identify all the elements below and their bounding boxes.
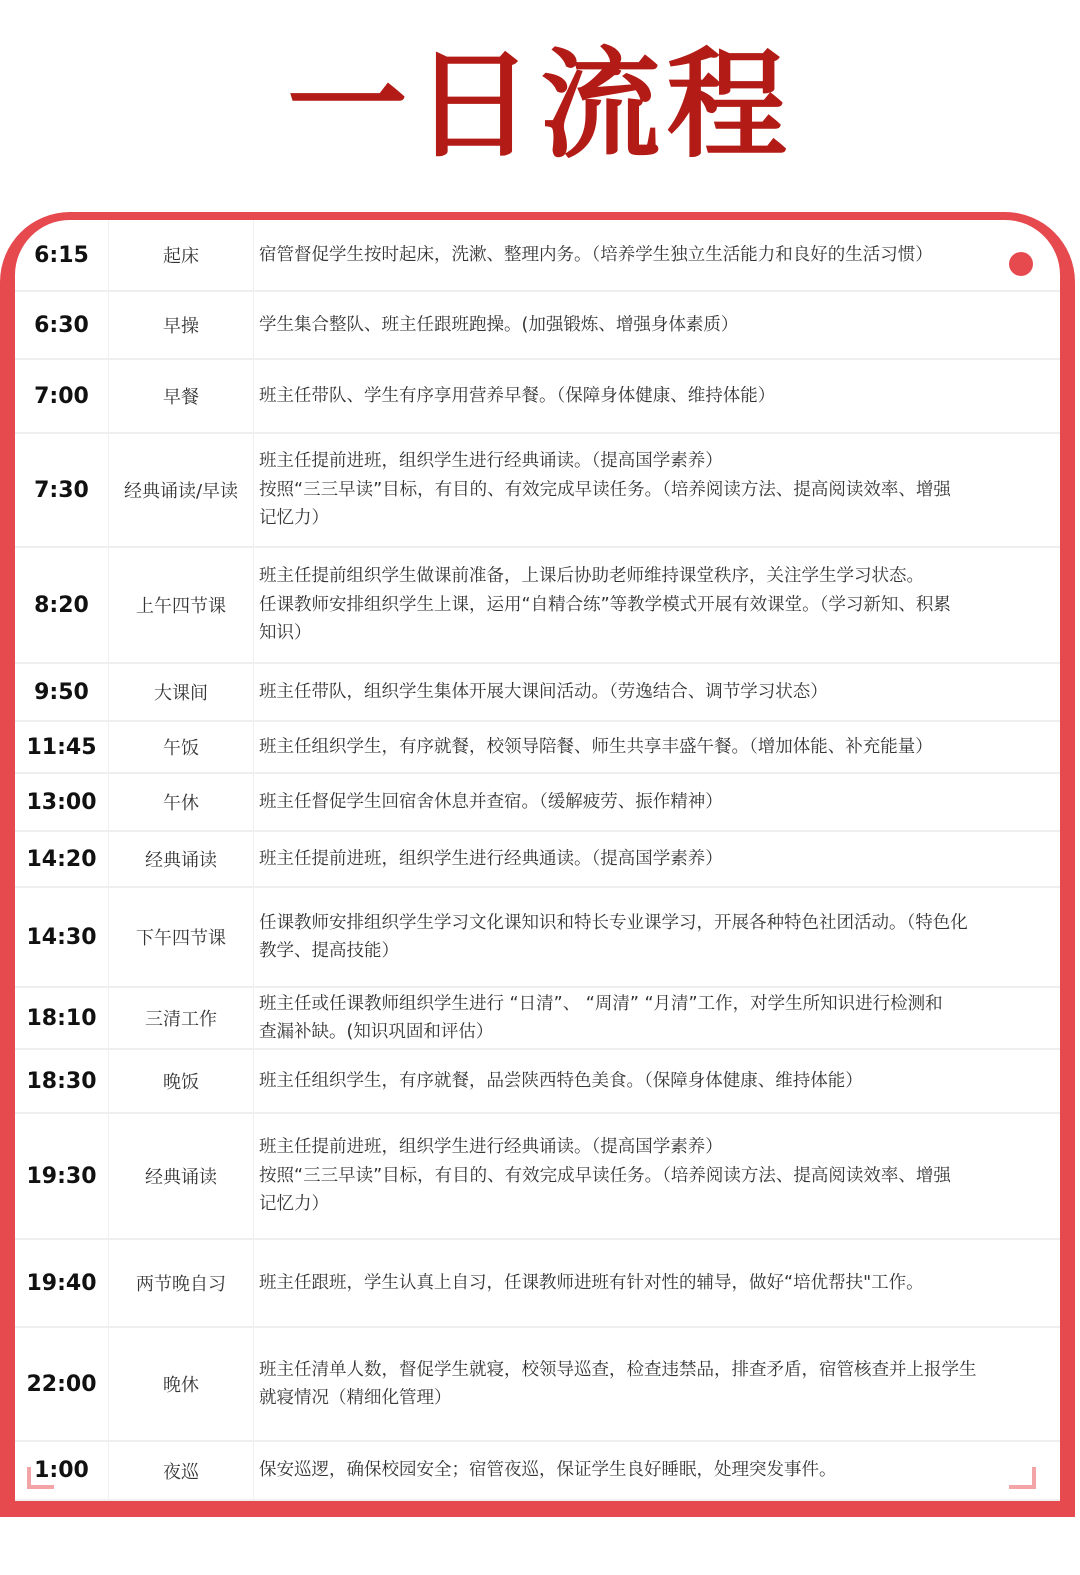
schedule-row [15,888,1060,988]
description-line: 班主任跟班，学生认真上自习，任课教师进班有针对性的辅导，做好“培优帮扶"工作。 [259,1272,924,1293]
corner-bracket-left-icon [27,1467,54,1489]
activity-cell: 三清工作 [109,988,254,1048]
description-line: 宿管督促学生按时起床，洗漱、整理内务。（培养学生独立生活能力和良好的生活习惯） [259,244,933,265]
time-cell: 19:40 [15,1240,109,1326]
activity-cell: 上午四节课 [109,548,254,662]
description-line: 班主任提前进班，组织学生进行经典通读。（提高国学素养） [259,848,723,869]
time-cell: 18:30 [15,1050,109,1112]
activity-cell: 晚饭 [109,1050,254,1112]
schedule-row [15,722,1060,774]
schedule-row [15,360,1060,434]
activity-cell: 经典诵读/早读 [109,434,254,546]
schedule-row [15,1114,1060,1240]
description-cell [254,548,1060,662]
description-line: 知识） [259,623,312,644]
time-cell: 9:50 [15,664,109,720]
time-cell: 6:15 [15,220,109,290]
description-cell [254,360,1060,432]
time-cell: 14:20 [15,832,109,886]
time-cell: 18:10 [15,988,109,1048]
description-cell [254,988,1060,1048]
description-cell [254,722,1060,772]
time-cell: 14:30 [15,888,109,986]
description-line: 班主任带队，组织学生集体开展大课间活动。（劳逸结合、调节学习状态） [259,681,828,702]
schedule-table [15,220,1060,1501]
time-cell: 6:30 [15,292,109,358]
schedule-row [15,1050,1060,1114]
schedule-row [15,220,1060,292]
activity-cell: 午饭 [109,722,254,772]
description-line: 按照“三三早读”目标，有目的、有效完成早读任务。（培养阅读方法、提高阅读效率、增强 [259,479,951,500]
schedule-row [15,548,1060,664]
schedule-row [15,988,1060,1050]
description-line: 学生集合整队、班主任跟班跑操。(加强锻炼、增强身体素质） [259,314,739,335]
time-cell: 22:00 [15,1328,109,1440]
time-cell: 1:00 [15,1442,109,1499]
description-cell [254,1240,1060,1326]
description-line: 班主任带队、学生有序享用营养早餐。（保障身体健康、维持体能） [259,385,776,406]
activity-cell: 早操 [109,292,254,358]
description-cell [254,888,1060,986]
description-cell [254,1050,1060,1112]
page-title: 一日流程 [287,36,793,174]
description-cell [254,434,1060,546]
time-cell: 11:45 [15,722,109,772]
time-cell: 7:30 [15,434,109,546]
schedule-row [15,1442,1060,1501]
description-cell [254,1114,1060,1238]
description-line: 班主任组织学生，有序就餐，校领导陪餐、师生共享丰盛午餐。（增加体能、补充能量） [259,736,933,757]
description-line: 记忆力） [259,1194,329,1215]
decorative-dot-icon [1009,252,1033,276]
description-line: 就寝情况（精细化管理） [259,1388,452,1408]
schedule-row [15,774,1060,832]
description-line: 按照“三三早读”目标，有目的、有效完成早读任务。（培养阅读方法、提高阅读效率、增强 [259,1165,951,1186]
description-line: 班主任提前组织学生做课前准备，上课后协助老师维持课堂秩序，关注学生学习状态。 [259,566,924,587]
description-cell [254,292,1060,358]
activity-cell: 大课间 [109,664,254,720]
activity-cell: 早餐 [109,360,254,432]
description-line: 班主任提前进班，组织学生进行经典诵读。（提高国学素养） [259,451,723,472]
description-line: 任课教师安排组织学生学习文化课知识和特长专业课学习，开展各种特色社团活动。（特色化 [259,912,968,933]
description-line: 班主任清单人数，督促学生就寝，校领导巡查，检查违禁品，排查矛盾，宿管核查并上报学生 [259,1359,977,1380]
activity-cell: 经典诵读 [109,832,254,886]
time-cell: 13:00 [15,774,109,830]
schedule-row [15,1240,1060,1328]
description-line: 任课教师安排组织学生上课，运用“自精合练”等教学模式开展有效课堂。（学习新知、积累 [259,594,951,615]
description-cell [254,664,1060,720]
activity-cell: 两节晚自习 [109,1240,254,1326]
activity-cell: 午休 [109,774,254,830]
description-line: 班主任提前进班，组织学生进行经典诵读。（提高国学素养） [259,1137,723,1158]
activity-cell: 晚休 [109,1328,254,1440]
description-line: 教学、提高技能） [259,941,399,961]
description-cell [254,832,1060,886]
description-line: 记忆力） [259,508,329,529]
description-line: 班主任组织学生，有序就餐，品尝陕西特色美食。（保障身体健康、维持体能） [259,1070,863,1091]
schedule-row [15,832,1060,888]
description-cell [254,1328,1060,1440]
schedule-row [15,1328,1060,1442]
schedule-row [15,664,1060,722]
description-line: 班主任或任课教师组织学生进行 “日清”、 “周清” “月清”工作，对学生所知识进行检测和 [259,993,943,1014]
time-cell: 7:00 [15,360,109,432]
corner-bracket-right-icon [1009,1467,1036,1489]
activity-cell: 经典诵读 [109,1114,254,1238]
description-line: 班主任督促学生回宿舍休息并查宿。（缓解疲劳、振作精神） [259,791,723,812]
description-cell [254,220,1060,290]
activity-cell: 夜巡 [109,1442,254,1499]
description-cell [254,774,1060,830]
activity-cell: 起床 [109,220,254,290]
description-line: 保安巡逻，确保校园安全；宿管夜巡，保证学生良好睡眠，处理突发事件。 [259,1460,837,1481]
schedule-frame [0,212,1075,1517]
description-line: 查漏补缺。(知识巩固和评估） [259,1022,494,1042]
time-cell: 8:20 [15,548,109,662]
schedule-row [15,434,1060,548]
time-cell: 19:30 [15,1114,109,1238]
description-cell [254,1442,1060,1499]
schedule-row [15,292,1060,360]
activity-cell: 下午四节课 [109,888,254,986]
